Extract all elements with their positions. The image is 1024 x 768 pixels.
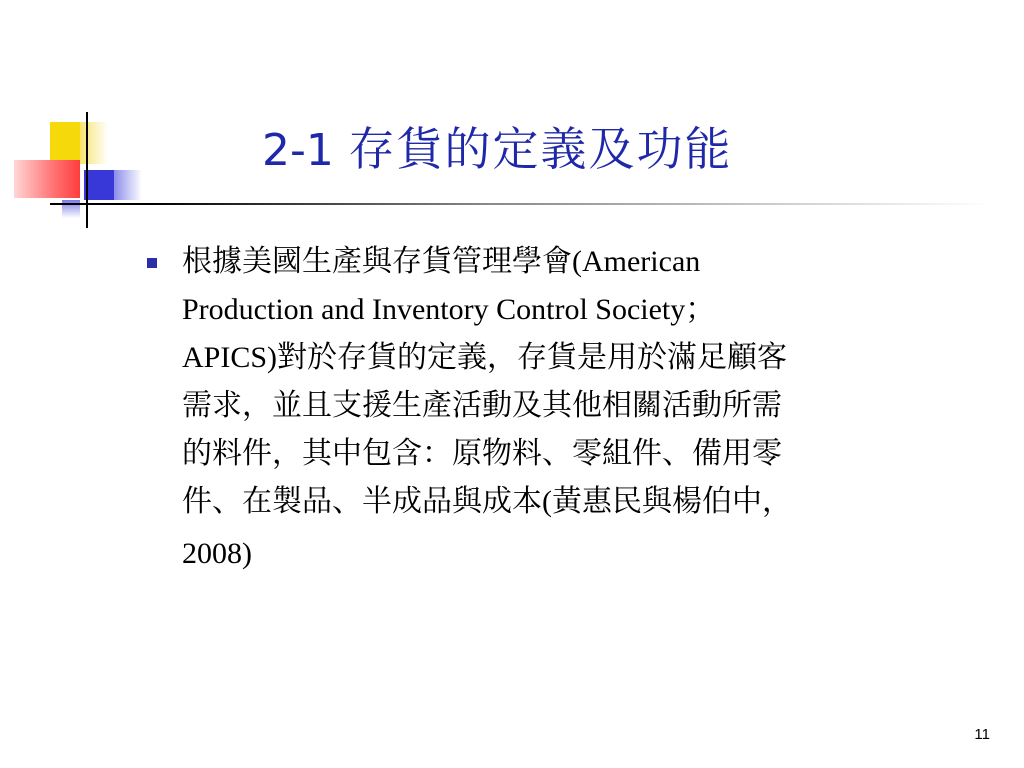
title-underline	[150, 203, 990, 205]
square-bullet-icon	[147, 258, 157, 268]
body-line: 需求，並且支援生產活動及其他相關活動所需	[182, 389, 782, 422]
decorative-logo	[0, 0, 160, 240]
slide-title	[262, 110, 962, 190]
body-line: 2008)	[182, 537, 252, 570]
blue-square-fade	[114, 170, 142, 200]
bullet-paragraph	[182, 238, 982, 578]
body-line: 件、在製品、半成品與成本(黃惠民與楊伯中，	[182, 485, 792, 518]
red-square	[14, 160, 80, 198]
body-line: Production and Inventory Control Society；	[182, 293, 716, 326]
horizontal-rule-dark	[50, 203, 150, 205]
body-line: 的料件，其中包含：原物料、零組件、備用零	[182, 437, 782, 470]
body-line: 根據美國生產與存貨管理學會(American	[182, 245, 701, 278]
page-number: 11	[974, 726, 990, 743]
yellow-square-fade	[80, 122, 108, 164]
blue-square	[84, 170, 114, 200]
yellow-square	[50, 122, 80, 164]
title-number: 2-1	[262, 125, 334, 176]
title-text: 存貨的定義及功能	[348, 122, 733, 176]
body-line: APICS)對於存貨的定義，存貨是用於滿足顧客	[182, 341, 788, 374]
vertical-rule	[86, 112, 88, 228]
